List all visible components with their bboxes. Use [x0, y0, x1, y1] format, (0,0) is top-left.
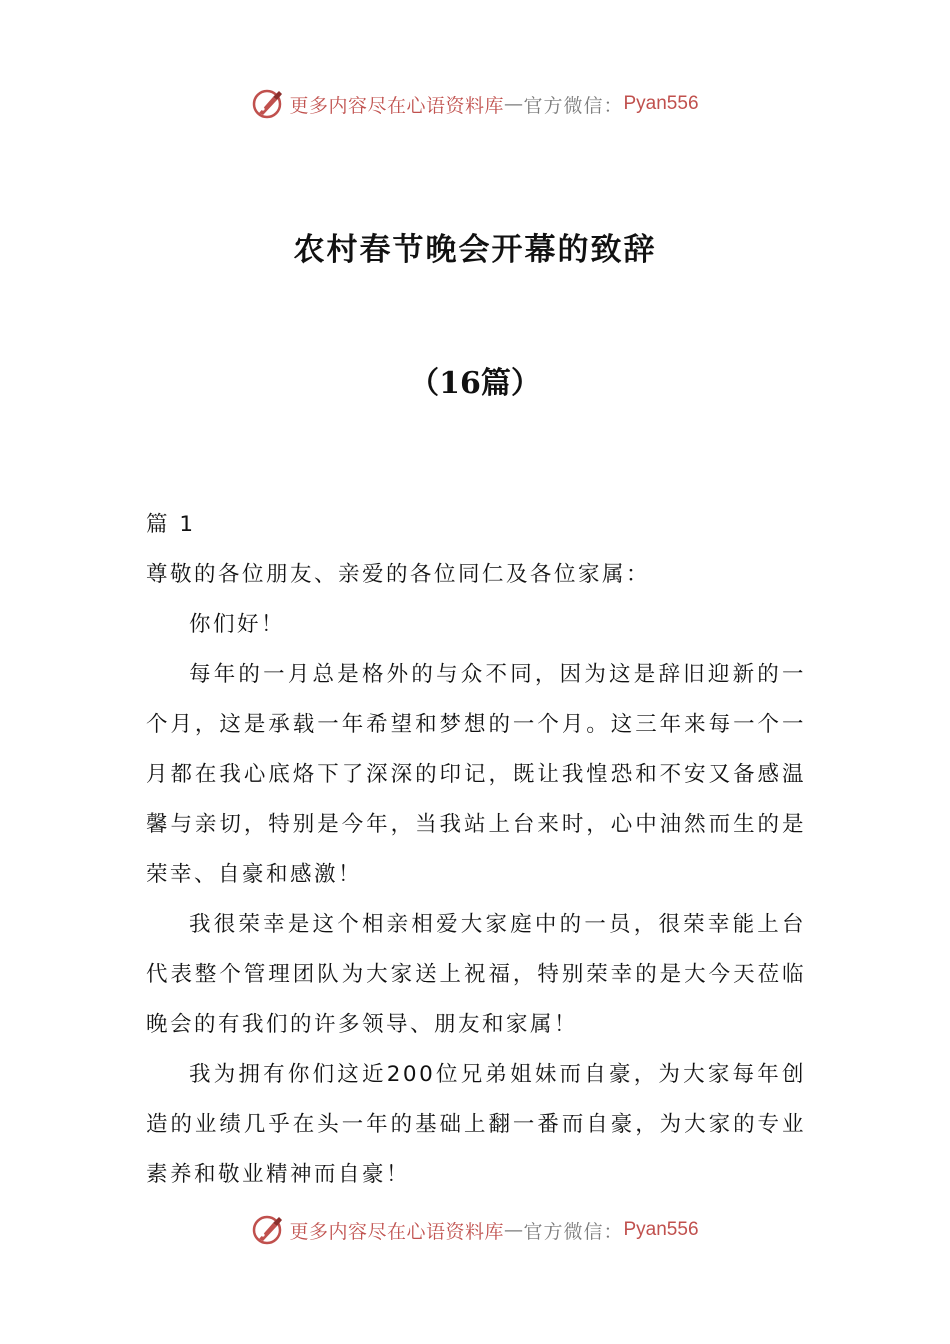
paragraph: 我为拥有你们这近200位兄弟姐妹而自豪，为大家每年创造的业绩几乎在头一年的基础上翻一番而自豪，为大家的专业素养和敬业精神而自豪！ [146, 1062, 806, 1187]
banner-wechat-id: Pyan556 [623, 93, 699, 114]
banner-separator: — [503, 93, 524, 115]
banner-wechat-id: Pyan556 [623, 1219, 699, 1240]
paragraph: 你们好！ [189, 612, 286, 637]
document-title: 农村春节晚会开幕的致辞 [293, 232, 657, 268]
document-body [146, 500, 806, 1200]
banner-slogan: 更多内容尽在心语资料库 [289, 94, 504, 117]
paragraph: 我很荣幸是这个相亲相爱大家庭中的一员，很荣幸能上台代表整个管理团队为大家送上祝福，特别荣幸的是大今天莅临晚会的有我们的许多领导、朋友和家属！ [146, 912, 806, 1037]
pen-logo-icon [251, 87, 285, 121]
salutation: 尊敬的各位朋友、亲爱的各位同仁及各位家属： [146, 562, 651, 587]
banner-slogan: 更多内容尽在心语资料库 [289, 1220, 504, 1243]
banner-wechat-label: 官方微信： [523, 94, 624, 117]
banner-wechat-label: 官方微信： [523, 1220, 624, 1243]
footer-banner [0, 1210, 950, 1250]
document-subtitle: （16篇） [409, 366, 541, 401]
section-label: 篇 1 [146, 512, 196, 537]
paragraph: 每年的一月总是格外的与众不同，因为这是辞旧迎新的一个月，这是承载一年希望和梦想的一个月。这三年来每一个一月都在我心底烙下了深深的印记，既让我惶恐和不安又备感温馨与亲切，特别是今年，当我站上台来时，心中油然而生的是荣幸、自豪和感激！ [146, 662, 806, 887]
header-banner [0, 84, 950, 124]
pen-logo-icon [251, 1213, 285, 1247]
banner-separator: — [503, 1219, 524, 1241]
